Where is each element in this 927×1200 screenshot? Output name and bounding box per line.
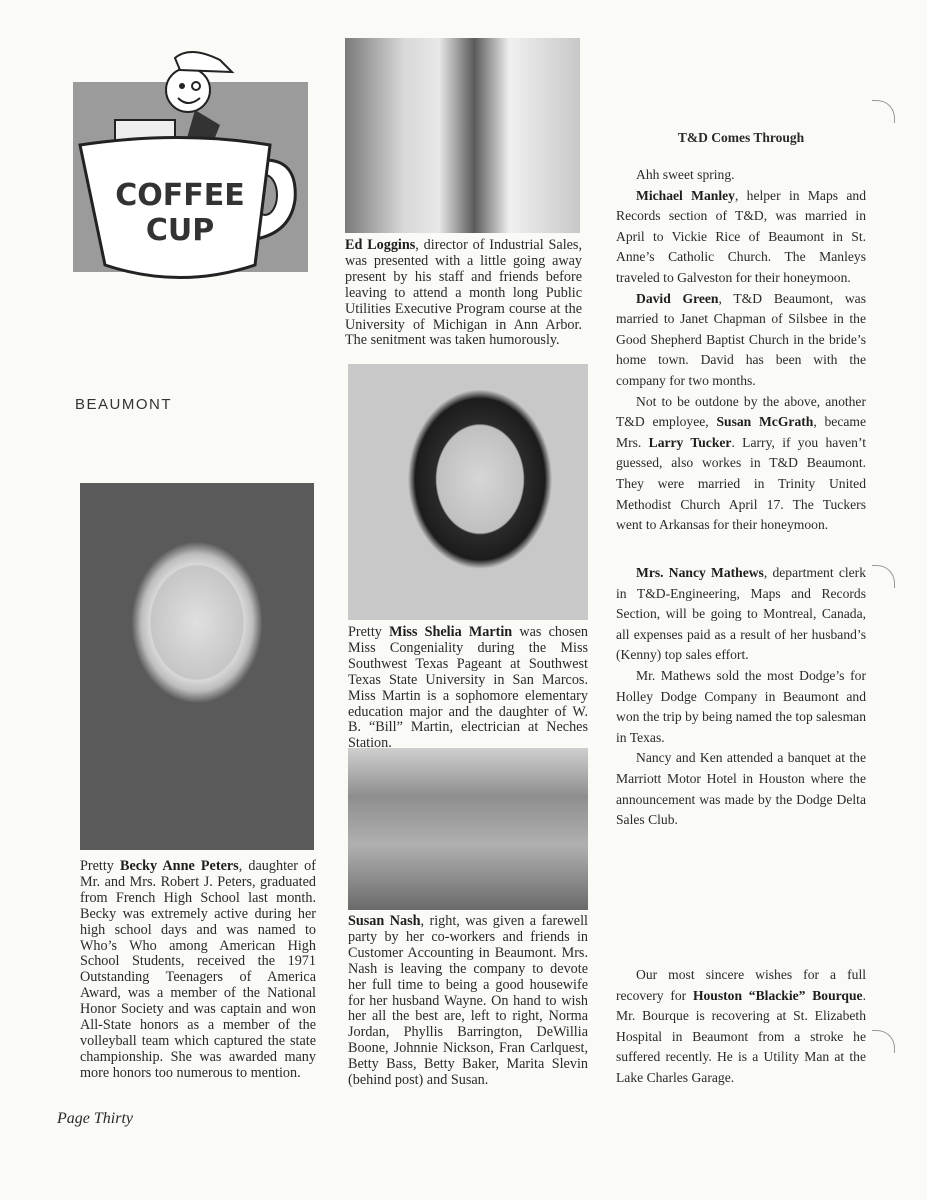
bold-name: Becky Anne Peters bbox=[120, 858, 239, 874]
bold-name: Miss Shelia Martin bbox=[389, 624, 513, 640]
scan-binder-mark bbox=[872, 100, 895, 123]
bold-name: Susan McGrath bbox=[716, 414, 814, 430]
paragraph bbox=[616, 289, 866, 392]
scan-binder-mark bbox=[872, 565, 895, 588]
article-block-mathews bbox=[616, 563, 866, 831]
text-run: Pretty bbox=[80, 858, 121, 874]
text-run: , became Mrs. bbox=[616, 414, 867, 450]
text-run: . Larry, if you haven’t guessed, also workes in T&D Beaumont. They were married in Trinity United Methodist Church April 17. The Tuckers went to Arkansas for their honeymoon. bbox=[616, 434, 867, 533]
text-run: Our most sincere wishes for a full recovery for bbox=[616, 967, 866, 1003]
article-title: T&D Comes Through bbox=[677, 130, 805, 145]
caption-becky-peters bbox=[80, 859, 316, 1082]
paragraph bbox=[345, 238, 582, 349]
text-run: was chosen Miss Congeniality during the Miss Southwest Texas Pageant at Southwest Texas State University in San Marcos. Miss Martin is a sophomore elementary education major and the daughter of W. B. “Bill” Martin, electrician at Neches Station. bbox=[348, 624, 588, 752]
paragraph bbox=[80, 859, 316, 1082]
text-run: , daughter of Mr. and Mrs. Robert J. Peters, graduated from French High School last month. Becky was extremely active during her high school days and was named to Who’s Who among American High School Students, received the 1971 Outstanding Teenagers of America Award, was a member of the National Honor Society and was captain and won All-State honors as a member of the volleyball team which captured the state championship. She was awarded many more honors too numerous to mention. bbox=[80, 858, 316, 1081]
paragraph bbox=[616, 165, 866, 186]
logo-text-coffee: COFFEE bbox=[115, 178, 245, 213]
logo-text-cup: CUP bbox=[145, 213, 215, 248]
photo-ed-loggins bbox=[345, 38, 580, 233]
paragraph bbox=[348, 625, 588, 752]
caption-shelia-martin bbox=[348, 625, 588, 752]
text-run: , helper in Maps and Records section of T&D, was married in April to Vickie Rice of Beaumont in St. Anne’s Catholic Church. The Manleys traveled to Galveston for their honeymoon. bbox=[616, 187, 866, 285]
paragraph bbox=[616, 186, 866, 289]
section-label: BEAUMONT bbox=[75, 396, 173, 413]
bold-name: David Green bbox=[636, 290, 719, 306]
text-run: Nancy and Ken attended a banquet at the Marriott Motor Hotel in Houston where the announcement was made by the Dodge Delta Sales Club. bbox=[616, 750, 866, 828]
paragraph bbox=[616, 748, 866, 830]
paragraph bbox=[616, 563, 866, 666]
bold-name: Larry Tucker bbox=[648, 434, 732, 450]
text-run: Not to be outdone by the above, another T&D employee, bbox=[616, 393, 866, 430]
text-run: , T&D Beaumont, was married to Janet Chapman of Silsbee in the Good Shepherd Baptist Church in the bride’s home town. David has been with the company for two months. bbox=[616, 290, 866, 388]
text-run: . Mr. Bourque is recovering at St. Elizabeth Hospital in Beaumont from a stroke he suffered recently. He is a Utility Man at the Lake Charles Garage. bbox=[616, 987, 866, 1085]
caption-ed-loggins bbox=[345, 238, 582, 349]
photo-shelia-martin bbox=[348, 364, 588, 620]
caption-susan-nash bbox=[348, 914, 588, 1089]
coffee-cup-logo bbox=[70, 40, 310, 290]
paragraph bbox=[348, 914, 588, 1089]
bold-name: Ed Loggins bbox=[345, 237, 416, 253]
text-run: , director of Industrial Sales, was presented with a little going away present by his staff and friends before leaving to attend a month long Public Utilities Executive Program course at the University of Michigan in Ann Arbor. The senitment was taken humorously. bbox=[345, 237, 582, 349]
article-title-block bbox=[616, 128, 866, 149]
photo-becky-peters bbox=[80, 483, 314, 850]
text-run: Ahh sweet spring. bbox=[636, 167, 735, 182]
paragraph bbox=[616, 392, 866, 536]
article-block-weddings bbox=[616, 165, 866, 536]
bold-name: Mrs. Nancy Mathews bbox=[636, 565, 764, 580]
text-run: Pretty bbox=[348, 624, 390, 640]
article-block-bourque bbox=[616, 965, 866, 1089]
bold-name: Michael Manley bbox=[636, 187, 735, 203]
bold-name: Susan Nash bbox=[348, 913, 421, 929]
paragraph bbox=[616, 965, 866, 1089]
text-run: Mr. Mathews sold the most Dodge’s for Holley Dodge Company in Beaumont and won the trip by being named the top salesman in Texas. bbox=[616, 667, 866, 745]
text-run: , right, was given a farewell party by her co-workers and friends in Customer Accounting in Beaumont. Mrs. Nash is leaving the company to devote her full time to being a good housewife for her husband Wayne. On hand to wish her all the best are, left to right, Norma Jordan, Phyllis Barrington, DeWillia Boone, Johnnie Nickson, Fran Carlquest, Betty Bass, Betty Baker, Marita Slevin (behind post) and Susan. bbox=[348, 913, 588, 1089]
text-run: , department clerk in T&D-Engineering, Maps and Records Section, will be going to Montreal, Canada, all expenses paid as a result of her husband’s (Kenny) top sales effort. bbox=[616, 565, 866, 663]
paragraph bbox=[616, 666, 866, 748]
scan-binder-mark bbox=[872, 1030, 895, 1053]
photo-farewell-group bbox=[348, 748, 588, 910]
page-number: Page Thirty bbox=[57, 1110, 133, 1127]
bold-name: Houston “Blackie” Bourque bbox=[692, 987, 863, 1003]
